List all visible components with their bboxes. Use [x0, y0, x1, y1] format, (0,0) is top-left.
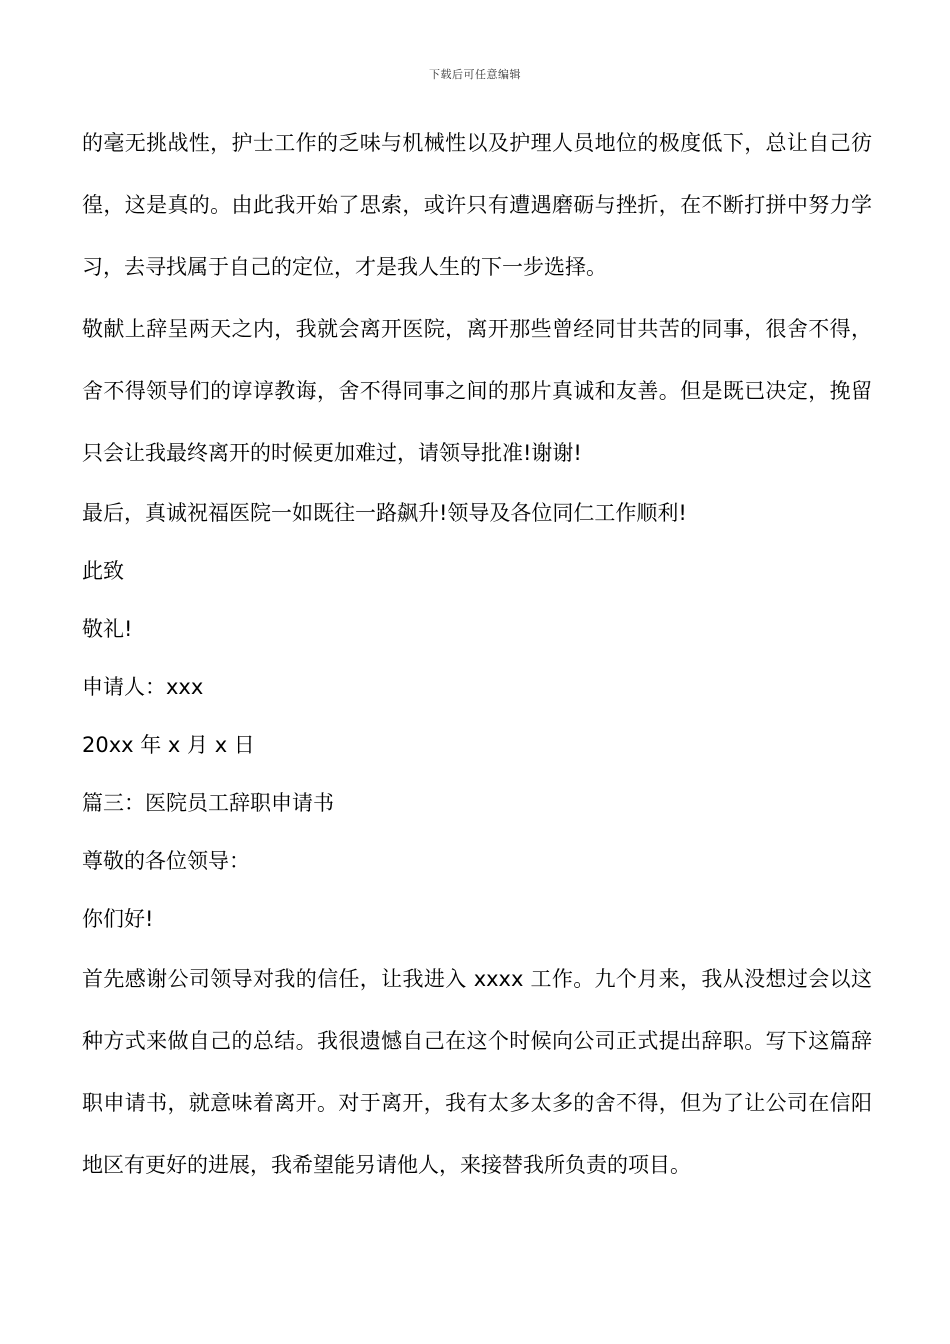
applicant-line: 申请人：xxx [82, 675, 204, 699]
greeting-hello: 你们好! [82, 907, 154, 931]
greeting-line: 尊敬的各位领导： [82, 849, 250, 873]
paragraph-resignation-notice: 敬献上辞呈两天之内，我就会离开医院，离开那些曾经同甘共苦的同事，很舍不得，舍不得领导们的谆谆教诲，舍不得同事之间的那片真诚和友善。但是既已决定，挽留只会让我最终离开的时候更加难过，请领导批准!谢谢! [82, 317, 872, 465]
salutation-closing: 此致 [82, 559, 124, 583]
paragraph-closing-wishes: 最后，真诚祝福医院一如既往一路飙升!领导及各位同仁工作顺利! [82, 501, 687, 525]
document-body [82, 112, 872, 1196]
paragraph-career-reflection: 的毫无挑战性，护士工作的乏味与机械性以及护理人员地位的极度低下，总让自己彷徨，这是真的。由此我开始了思索，或许只有遭遇磨砺与挫折，在不断打拼中努力学习，去寻找属于自己的定位，才是我人生的下一步选择。 [82, 131, 872, 279]
date-line: 20xx 年 x 月 x 日 [82, 733, 255, 757]
paragraph-company-thanks: 首先感谢公司领导对我的信任，让我进入 xxxx 工作。九个月来，我从没想过会以这种方式来做自己的总结。我很遗憾自己在这个时候向公司正式提出辞职。写下这篇辞职申请书，就意味着离开。对于离开，我有太多太多的舍不得，但为了让公司在信阳地区有更好的进展，我希望能另请他人，来接替我所负责的项目。 [82, 967, 872, 1177]
page-header: 下载后可任意编辑 [429, 68, 521, 81]
salutation-respect: 敬礼! [82, 617, 133, 641]
section-title: 篇三：医院员工辞职申请书 [82, 791, 334, 815]
